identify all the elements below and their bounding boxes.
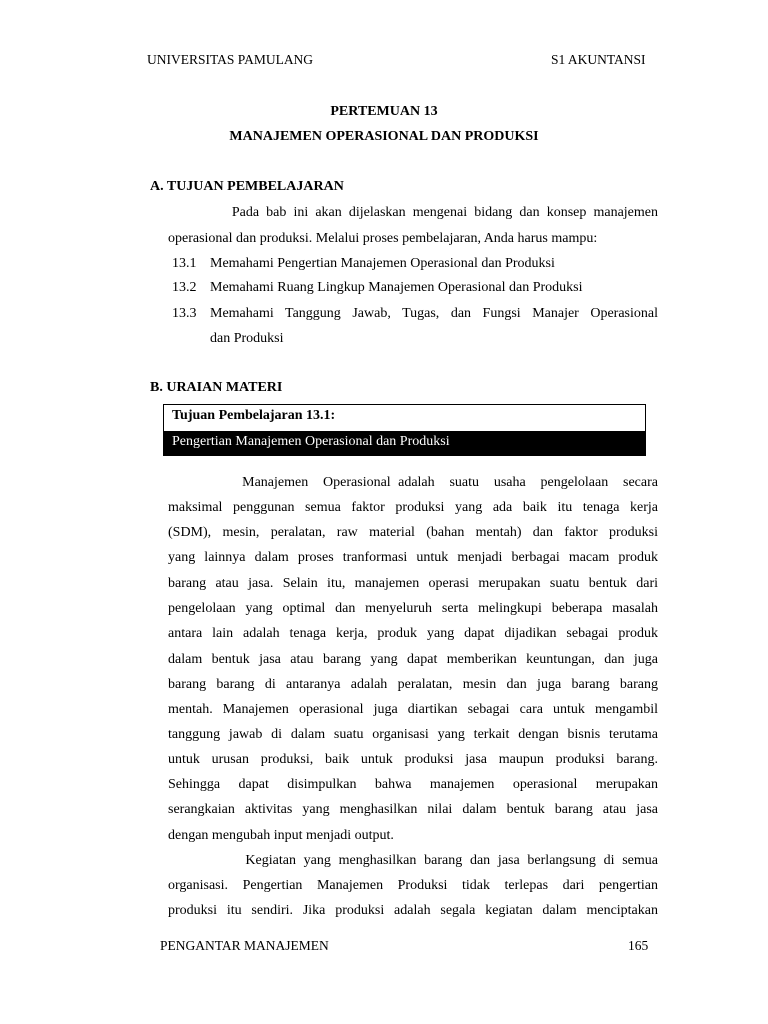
paragraph-1-line: maksimal penggunan semua faktor produksi yang ada baik itu tenaga kerja bbox=[168, 500, 658, 515]
header-program: S1 AKUNTANSI bbox=[551, 52, 646, 67]
objective-text: Memahami Ruang Lingkup Manajemen Operasional dan Produksi bbox=[210, 280, 583, 295]
objective-number: 13.1 bbox=[172, 256, 197, 271]
paragraph-1-line: tanggung jawab di dalam suatu organisasi yang terkait dengan bisnis terutama bbox=[168, 727, 658, 742]
objective-3-continuation: dan Produksi bbox=[210, 331, 284, 346]
footer-course: PENGANTAR MANAJEMEN bbox=[160, 938, 329, 953]
objective-number: 13.3 bbox=[172, 306, 197, 321]
paragraph-1-line: antara lain adalah tenaga kerja, produk yang dapat dijadikan sebagai produk bbox=[168, 626, 658, 641]
paragraph-1-line: (SDM), mesin, peralatan, raw material (bahan mentah) dan faktor produksi bbox=[168, 525, 658, 540]
objective-number: 13.2 bbox=[172, 280, 197, 295]
objective-text: Memahami Tanggung Jawab, Tugas, dan Fungsi Manajer Operasional bbox=[210, 306, 658, 321]
header-university: UNIVERSITAS PAMULANG bbox=[147, 52, 314, 67]
learning-objective-box bbox=[163, 404, 646, 456]
paragraph-1-line: serangkaian aktivitas yang menghasilkan nilai dalam bentuk barang atau jasa bbox=[168, 802, 658, 817]
paragraph-1-line: pengelolaan yang optimal dan menyeluruh serta melingkupi beberapa masalah bbox=[168, 601, 658, 616]
chapter-title: MANAJEMEN OPERASIONAL DAN PRODUKSI bbox=[229, 129, 539, 144]
box-subtitle: Pengertian Manajemen Operasional dan Produksi bbox=[172, 434, 450, 449]
paragraph-1-line: Manajemen Operasional adalah suatu usaha pengelolaan secara bbox=[168, 475, 658, 490]
section-a-heading: A. TUJUAN PEMBELAJARAN bbox=[150, 179, 344, 194]
objective-3 bbox=[172, 306, 658, 322]
paragraph-2-line: Kegiatan yang menghasilkan barang dan jasa berlangsung di semua bbox=[168, 853, 658, 868]
paragraph-2-line: produksi itu sendiri. Jika produksi adalah segala kegiatan dalam menciptakan bbox=[168, 903, 658, 918]
paragraph-1-line: yang lainnya dalam proses tranformasi untuk menjadi berbagai macam produk bbox=[168, 550, 658, 565]
chapter-number: PERTEMUAN 13 bbox=[330, 104, 438, 119]
objective-2 bbox=[172, 280, 582, 296]
section-b-heading: B. URAIAN MATERI bbox=[150, 380, 283, 395]
paragraph-1-line: barang atau jasa. Selain itu, manajemen operasi merupakan suatu bentuk dari bbox=[168, 576, 658, 591]
intro-line-2: operasional dan produksi. Melalui proses pembelajaran, Anda harus mampu: bbox=[168, 231, 598, 246]
paragraph-1-line: Sehingga dapat disimpulkan bahwa manajemen operasional merupakan bbox=[168, 777, 658, 792]
paragraph-1-line: mentah. Manajemen operasional juga diartikan sebagai cara untuk mengambil bbox=[168, 702, 658, 717]
box-title: Tujuan Pembelajaran 13.1: bbox=[172, 408, 336, 423]
intro-line-1: Pada bab ini akan dijelaskan mengenai bidang dan konsep manajemen bbox=[168, 205, 658, 220]
page-number: 165 bbox=[628, 938, 649, 953]
box-subheader bbox=[164, 431, 645, 456]
box-header bbox=[164, 405, 645, 431]
paragraph-1-line: untuk urusan produksi, baik untuk produksi jasa maupun produksi barang. bbox=[168, 752, 658, 767]
paragraph-2-line: organisasi. Pengertian Manajemen Produksi tidak terlepas dari pengertian bbox=[168, 878, 658, 893]
objective-text: Memahami Pengertian Manajemen Operasional dan Produksi bbox=[210, 256, 555, 271]
objective-1 bbox=[172, 256, 555, 272]
paragraph-1-line: barang barang di antaranya adalah peralatan, mesin dan juga barang barang bbox=[168, 677, 658, 692]
paragraph-1-line: dalam bentuk jasa atau barang yang dapat memberikan keuntungan, dan juga bbox=[168, 652, 658, 667]
paragraph-1-line: dengan mengubah input menjadi output. bbox=[168, 828, 394, 843]
